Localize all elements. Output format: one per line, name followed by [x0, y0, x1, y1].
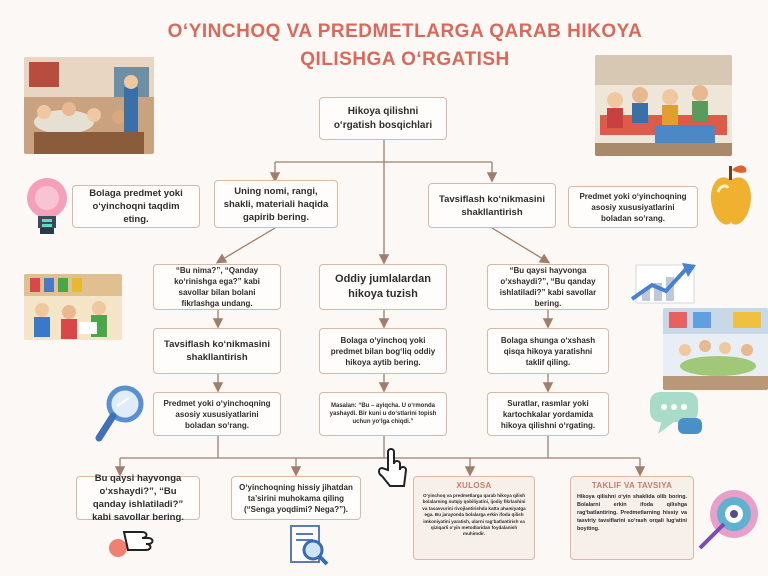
xulosa-text: O‘yinchoq va predmetlarga qarab hikoya qilish bolalarning nutqiy qobiliyatini, ijodiy fikrlashini va tasavvurini rivojlantirishda katta ahamiyatga ega. Bu jarayonda bolalarga erkin ifoda qilish imkoniyatini yaratish, ularni rag‘batlantirish va qiziqarli o‘yin metodlaridan foydalanish muhimdir. [422, 493, 526, 537]
document-search-icon [287, 522, 333, 575]
page-title: O‘YINCHOQ VA PREDMETLARGA QARAB HIKOYA QILISHGA O‘RGATISH [167, 21, 643, 70]
emotion-discussion-box: O‘yinchoqning hissiy jihatdan ta’sirini muhokama qiling (“Senga yoqdimi? Nega?”). [231, 476, 361, 520]
xulosa-title: XULOSA [456, 481, 492, 490]
growth-chart-icon [630, 255, 702, 315]
apple-icon [706, 162, 756, 237]
present-object-box: Bolaga predmet yoki o‘yinchoqni taqdim eting. [72, 185, 200, 228]
magnifier-icon [95, 384, 145, 451]
xulosa-panel [413, 476, 535, 560]
what-is-this-question-box: “Bu nima?”, “Qanday ko‘rinishga ega?” kabi savollar bilan bolani fikrlashga undang. [153, 264, 281, 310]
classroom-photo-top-left [24, 57, 154, 154]
root-node: Hikoya qilishni o‘rgatish bosqichlari [319, 97, 447, 140]
ask-features-box-top: Predmet yoki o‘yinchoqning asosiy xususiyatlarini boladan so‘rang. [568, 186, 698, 228]
which-animal-question-box: “Bu qaysi hayvonga o‘xshaydi?”, “Bu qanday ishlatiladi?” kabi savollar bering. [487, 264, 609, 310]
tell-story-box: Bolaga o‘yinchoq yoki predmet bilan bog‘liq oddiy hikoya aytib bering. [319, 328, 447, 374]
similar-story-box: Bolaga shunga o‘xshash qisqa hikoya yaratishni taklif qiling. [487, 328, 609, 374]
taklif-title: TAKLIF VA TAVSIYA [591, 481, 673, 490]
target-icon [696, 484, 766, 559]
example-story-box: Masalan: “Bu – ayiqcha. U o‘rmonda yashaydi. Bir kuni u do‘stlarini topish uchun yo‘lga chiqdi.” [319, 392, 447, 436]
describe-properties-box: Uning nomi, rangi, shakli, materiali haqida gapirib bering. [214, 180, 338, 228]
taklif-text: Hikoya qilishni o‘yin shaklida olib boring. Bolalarni erkin ifoda qilishga rag‘batlantiring. Predmetlarning hissiy va tasviriy tavsiflarini so‘rash orqali lug‘atini boyiting. [577, 494, 687, 532]
hand-click-icon [104, 522, 156, 567]
chat-bubble-icon [648, 388, 704, 449]
classroom-photo-right [663, 308, 768, 390]
pictures-cards-box: Suratlar, rasmlar yoki kartochkalar yordamida hikoya qilishni o‘rgating. [487, 392, 609, 436]
children-reading-photo [24, 274, 122, 340]
lightbulb-icon [22, 176, 72, 243]
ask-features-box-left: Predmet yoki o‘yinchoqning asosiy xususiyatlarini boladan so‘rang. [153, 392, 281, 436]
taklif-panel [570, 476, 694, 560]
bottom-question-box: Bu qaysi hayvonga o‘xshaydi?”, “Bu qanday ishlatiladi?” kabi savollar bering. [76, 476, 200, 520]
description-skill-box-top: Tavsiflash ko‘nikmasini shakllantirish [428, 183, 556, 228]
classroom-photo-top-right [595, 55, 732, 156]
simple-sentence-story-box: Oddiy jumlalardan hikoya tuzish [319, 264, 447, 310]
description-skill-box-left: Tavsiflash ko‘nikmasini shakllantirish [153, 328, 281, 374]
hand-pointer-icon [372, 448, 412, 495]
